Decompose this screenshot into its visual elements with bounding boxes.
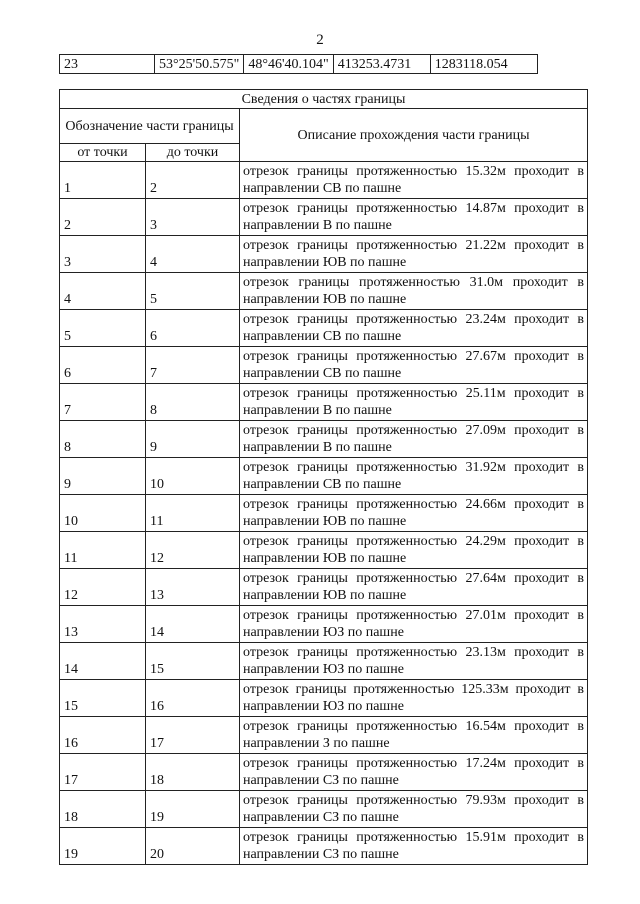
from-point-cell: 10 [60, 495, 146, 532]
table-row [60, 310, 588, 347]
description-cell: отрезок границы протяженностью 27.64м проходит в направлении ЮВ по пашне [240, 569, 588, 606]
description-cell: отрезок границы протяженностью 25.11м проходит в направлении В по пашне [240, 384, 588, 421]
y-coordinate: 1283118.054 [430, 55, 537, 74]
from-point-cell: 12 [60, 569, 146, 606]
table-row [60, 273, 588, 310]
from-point-cell: 15 [60, 680, 146, 717]
description-cell: отрезок границы протяженностью 79.93м проходит в направлении СЗ по пашне [240, 791, 588, 828]
from-point-cell: 11 [60, 532, 146, 569]
boundary-parts-table [59, 89, 588, 865]
description-cell: отрезок границы протяженностью 23.13м проходит в направлении ЮЗ по пашне [240, 643, 588, 680]
to-point-cell: 3 [146, 199, 240, 236]
description-cell: отрезок границы протяженностью 27.67м проходит в направлении СВ по пашне [240, 347, 588, 384]
to-point-cell: 17 [146, 717, 240, 754]
to-point-cell: 14 [146, 606, 240, 643]
description-cell: отрезок границы протяженностью 23.24м проходит в направлении СВ по пашне [240, 310, 588, 347]
table-row [60, 236, 588, 273]
longitude-value: 48°46'40.104" [244, 55, 333, 74]
from-point-cell: 14 [60, 643, 146, 680]
point-number: 23 [60, 55, 155, 74]
table-row [60, 532, 588, 569]
to-point-cell: 16 [146, 680, 240, 717]
table-title-row [60, 90, 588, 109]
table-row [60, 458, 588, 495]
coordinates-row-table [59, 54, 538, 74]
from-point-cell: 17 [60, 754, 146, 791]
description-cell: отрезок границы протяженностью 21.22м проходит в направлении ЮВ по пашне [240, 236, 588, 273]
table-row [60, 754, 588, 791]
description-cell: отрезок границы протяженностью 15.32м проходит в направлении СВ по пашне [240, 162, 588, 199]
to-point-cell: 7 [146, 347, 240, 384]
table-row [60, 421, 588, 458]
table-row [60, 717, 588, 754]
to-point-cell: 8 [146, 384, 240, 421]
to-point-cell: 18 [146, 754, 240, 791]
description-cell: отрезок границы протяженностью 24.29м проходит в направлении ЮВ по пашне [240, 532, 588, 569]
description-cell: отрезок границы протяженностью 31.0м проходит в направлении ЮВ по пашне [240, 273, 588, 310]
from-point-cell: 19 [60, 828, 146, 865]
from-point-cell: 4 [60, 273, 146, 310]
designation-header: Обозначение части границы [60, 109, 240, 144]
description-cell: отрезок границы протяженностью 27.01м проходит в направлении ЮЗ по пашне [240, 606, 588, 643]
to-point-cell: 19 [146, 791, 240, 828]
description-cell: отрезок границы протяженностью 31.92м проходит в направлении СВ по пашне [240, 458, 588, 495]
from-point-cell: 6 [60, 347, 146, 384]
table-row [60, 643, 588, 680]
description-cell: отрезок границы протяженностью 27.09м проходит в направлении В по пашне [240, 421, 588, 458]
table-row [60, 384, 588, 421]
table-row [60, 606, 588, 643]
header-row [60, 109, 588, 144]
from-point-cell: 5 [60, 310, 146, 347]
description-cell: отрезок границы протяженностью 14.87м проходит в направлении В по пашне [240, 199, 588, 236]
description-cell: отрезок границы протяженностью 24.66м проходит в направлении ЮВ по пашне [240, 495, 588, 532]
to-point-cell: 13 [146, 569, 240, 606]
description-cell: отрезок границы протяженностью 16.54м проходит в направлении З по пашне [240, 717, 588, 754]
page-number: 2 [316, 32, 324, 48]
table-row [60, 199, 588, 236]
description-cell: отрезок границы протяженностью 15.91м проходит в направлении СЗ по пашне [240, 828, 588, 865]
table-row [60, 569, 588, 606]
from-point-cell: 13 [60, 606, 146, 643]
to-point-header: до точки [146, 144, 240, 162]
to-point-cell: 5 [146, 273, 240, 310]
description-cell: отрезок границы протяженностью 125.33м проходит в направлении ЮЗ по пашне [240, 680, 588, 717]
to-point-cell: 10 [146, 458, 240, 495]
x-coordinate: 413253.4731 [333, 55, 430, 74]
to-point-cell: 11 [146, 495, 240, 532]
to-point-cell: 9 [146, 421, 240, 458]
from-point-cell: 18 [60, 791, 146, 828]
boundary-parts-body [60, 90, 588, 865]
table-row [60, 347, 588, 384]
from-point-cell: 7 [60, 384, 146, 421]
from-point-cell: 3 [60, 236, 146, 273]
to-point-cell: 2 [146, 162, 240, 199]
table-title: Сведения о частях границы [60, 90, 588, 109]
description-header: Описание прохождения части границы [240, 109, 588, 162]
latitude-value: 53°25'50.575" [155, 55, 244, 74]
from-point-cell: 9 [60, 458, 146, 495]
to-point-cell: 12 [146, 532, 240, 569]
table-row [60, 791, 588, 828]
description-cell: отрезок границы протяженностью 17.24м проходит в направлении СЗ по пашне [240, 754, 588, 791]
from-point-cell: 16 [60, 717, 146, 754]
to-point-cell: 4 [146, 236, 240, 273]
from-point-cell: 2 [60, 199, 146, 236]
from-point-cell: 8 [60, 421, 146, 458]
table-row [60, 55, 538, 74]
to-point-cell: 6 [146, 310, 240, 347]
from-point-header: от точки [60, 144, 146, 162]
to-point-cell: 20 [146, 828, 240, 865]
table-row [60, 680, 588, 717]
table-row [60, 495, 588, 532]
table-row [60, 828, 588, 865]
from-point-cell: 1 [60, 162, 146, 199]
table-row [60, 162, 588, 199]
to-point-cell: 15 [146, 643, 240, 680]
